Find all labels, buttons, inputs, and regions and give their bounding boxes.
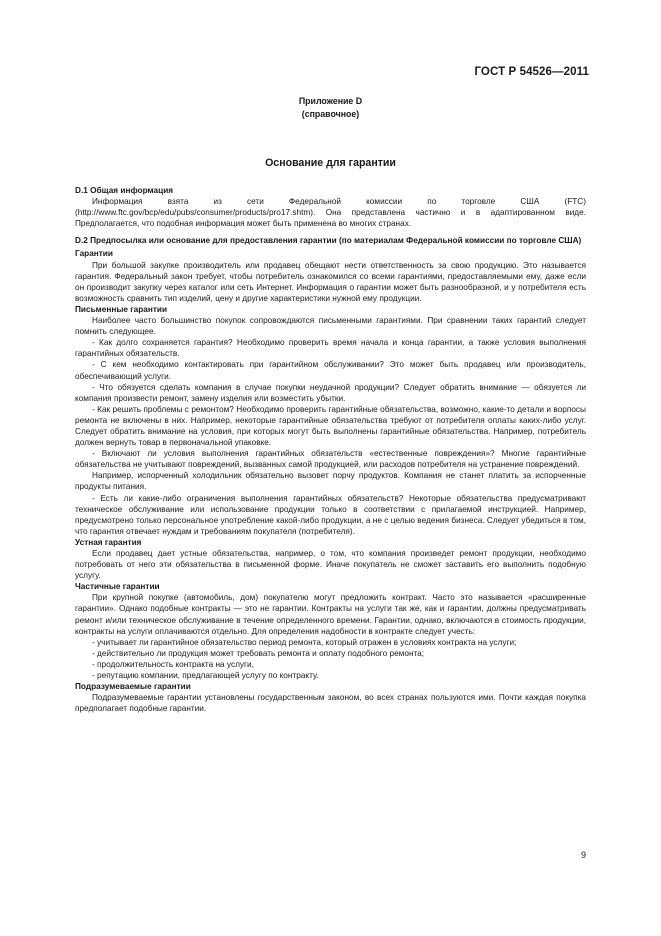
list-item: - Включают ли условия выполнения гарантийных обязательств «естественные повреждения»? Многие гарантийные обязательства не учитывают повреждений, вызванных самой продукцией, или расходов потребителя на устранение повреждений.	[75, 449, 586, 470]
list-item: - Есть ли какие-либо ограничения выполнения гарантийных обязательств? Некоторые обязательства предусматривают техническое обслуживание или использование продукции только в соответствии с прилагаемой инструкцией. Например, предусмотрено только персональное употребление какой-либо продукции, а не с целью ведения бизнеса. Следует убедиться в том, что гарантия отвечает нуждам и требованиям покупателя (потребителя).	[75, 493, 586, 536]
section-d1-text: Информация взята из сети Федеральной комиссии по торговле США (FTC) (http://www.ftc.gov/bcp/edu/pubs/consumer/products/pro17.shtm). Она представлена частично и в адаптированном виде. Предполагается, что подобная информация может быть применена во многих странах.	[75, 197, 586, 229]
list-item: - С кем необходимо контактировать при гарантийном обслуживании? Это может быть продавец или производитель, обеспечивающий услуги.	[75, 360, 586, 381]
list-item: - Как долго сохраняется гарантия? Необходимо проверить время начала и конца гарантии, а также условия выполнения гарантийных обязательств.	[75, 338, 586, 359]
list-item: - Что обязуется сделать компания в случае покупки неудачной продукции? Следует обратить внимание — обязуется ли компания произвести ремонт, замену изделия или возместить убытки.	[75, 382, 586, 403]
document-body	[75, 185, 586, 714]
paragraph-guarantees: При большой закупке производитель или продавец обещают нести ответственность за свою продукцию. Это называется гарантия. Федеральный закон требует, чтобы потребитель ознакомился со всеми гарантиями, предоставляемыми ему, даже если он производит закупку через каталог или сеть Интернет. Информация о гарантии может быть разнообразной, и у потребителя есть возможность сравнить тип изделий, цену и другие характеристики нужной ему продукции.	[75, 260, 586, 303]
list-item: - Как решить проблемы с ремонтом? Необходимо проверить гарантийные обязательства, возможно, какие-то детали и ворпосы ремонта не включены в них. Например, некоторые гарантийные обязательства требуют от потребителя оплаты каких-либо услуг. Следует обратить внимание на условия, при которых могут быть выполнены гарантийные обязательства. Например, потребитель должен вернуть товар в первоначальной упаковке.	[75, 404, 586, 448]
paragraph-partial-guarantees: При крупной покупке (автомобиль, дом) покупателю могут предложить контракт. Часто это называется «расширенные гарантии». Однако подобные контракты — это не гарантии. Контракты на услуги так же, как и гарантии, должны предусматривать ремонт и/или техническое обслуживание в течение определенного времени. Гарантии, однако, включаются в стоимость продукции, контракты на услуги оплачиваются отдельно. Для определения надобности в контракте следует учесть:	[75, 593, 586, 636]
subheading-partial-guarantees: Частичные гарантии	[75, 582, 160, 592]
subheading-implied-guarantees: Подразумеваемые гарантии	[75, 682, 191, 692]
list-item: - действительно ли продукция может требовать ремонта и оплату подобного ремонта;	[92, 648, 425, 658]
subheading-guarantees: Гарантии	[75, 249, 113, 259]
subheading-written-guarantees: Письменные гарантии	[75, 304, 168, 314]
paragraph-oral-guarantee: Если продавец дает устные обязательства, например, о том, что компания произведет ремонт продукции, необходимо потребовать от него эти обязательства в письменной форме. Иначе покупатель не сможет заставить его выполнить подобную услугу.	[75, 549, 586, 581]
page-number: 9	[580, 850, 586, 860]
appendix-heading	[0, 95, 661, 121]
list-item: - продолжительность контракта на услуги,	[92, 659, 254, 669]
subheading-oral-guarantee: Устная гарантия	[75, 537, 142, 547]
paragraph-written-example: Например, испорченный холодильник обязательно вызовет порчу продуктов. Компания не станет платить за испорченные продукты питания.	[75, 471, 586, 492]
appendix-title: Приложение D	[298, 96, 363, 106]
appendix-subtitle: (справочное)	[301, 109, 360, 119]
list-item: - репутацию компании, предлагающей услугу по контракту.	[92, 671, 319, 681]
section-d2-heading: D.2 Предпосылка или основание для предоставления гарантии (по материалам Федеральной комиссии по торговле США)	[75, 236, 582, 246]
page-title: Основание для гарантии	[265, 157, 396, 169]
paragraph-implied-guarantees: Подразумеваемые гарантии установлены государственным законом, во всех странах пользуются ими. Почти каждая покупка предполагает подобные гарантии.	[75, 693, 586, 714]
document-code: ГОСТ Р 54526—2011	[474, 66, 589, 78]
section-d1-heading: D.1 Общая информация	[75, 186, 174, 195]
paragraph-written-intro: Наиболее часто большинство покупок сопровождаются письменными гарантиями. При сравнении таких гарантий следует помнить следующее.	[75, 316, 586, 337]
list-item: - учитывает ли гарантийное обязательство период ремонта, который отражен в условиях контракта на услуги;	[92, 637, 517, 647]
